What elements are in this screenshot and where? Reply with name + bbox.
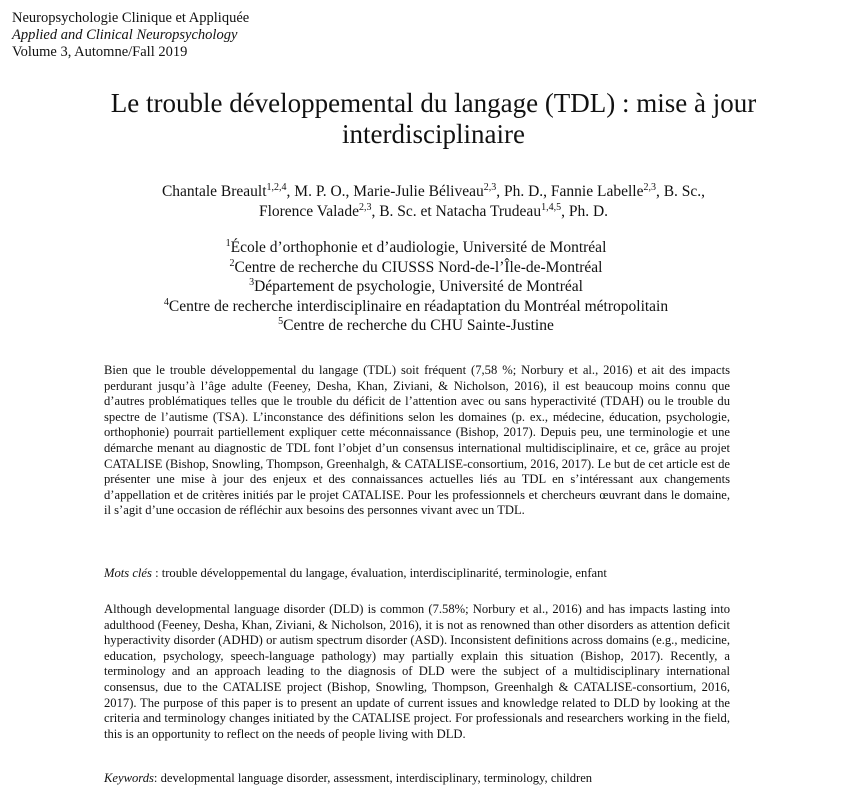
affiliation-item [0,316,832,336]
journal-name-fr: Neuropsychologie Clinique et Appliquée [12,10,250,26]
keywords-label: Mots clés [104,566,152,580]
paper-title [0,88,867,150]
affiliation-item [0,297,832,317]
author-name: Marie-Julie Béliveau [353,183,484,200]
affiliation-item [0,277,832,297]
author-degree: , B. Sc. et [371,203,436,220]
affiliation-text: Centre de recherche du CIUSSS Nord-de-l’Île-de-Montréal [234,258,603,276]
author-line-1 [0,182,867,202]
author-name: Florence Valade [258,203,359,220]
author-affiliation-sup: 1,4,5 [541,201,562,213]
affiliation-number: 2 [229,257,235,269]
affiliation-number: 3 [249,276,255,288]
author-name: Fannie Labelle [550,183,644,200]
abstract-english: Although developmental language disorder (DLD) is common (7.58%; Norbury et al., 2016) and has impacts lasting into adulthood (Feeney, Desha, Khan, Ziviani, & Nicholson, 2016), it is not as renowned than other disorders as attention deficit hyperactivity disorder (ADHD) or autism spectrum disorder (ASD). Inconsistent definitions across domains (e.g., medicine, education, psychology, speech-language pathology) may partially explain this situation (Bishop, 2017). Recently, a terminology and an approach leading to the diagnosis of DLD were the subject of a multidisciplinary international consensus, due to the CATALISE project (Bishop, Snowling, Thompson, Greenhalgh & CATALISE-consortium, 2016, 2017). The purpose of this paper is to present an update of current issues and knowledge related to DLD by looking at the criteria and terminology changes initiated by the CATALISE project. For professionals and researchers working in the field, this is an opportunity to reflect on the needs of people living with DLD. [104,602,730,741]
author-degree: , M. P. O., [286,183,354,200]
affiliation-text: Centre de recherche interdisciplinaire en réadaptation du Montréal métropolitain [168,297,669,315]
journal-name-en: Applied and Clinical Neuropsychology [12,27,238,43]
abstract-french: Bien que le trouble développemental du langage (TDL) soit fréquent (7,58 %; Norbury et al., 2016) et ait des impacts perdurant jusqu’à l’âge adulte (Feeney, Desha, Khan, Ziviani, & Nicholson, 2016), il est beaucoup moins connu que d’autres problématiques telles que le trouble du déficit de l’attention avec ou sans hyperactivité (TDAH) ou le trouble du spectre de l’autisme (TSA). L’inconstance des définitions selon les domaines (p. ex., médecine, éducation, psychologie, orthophonie) pourrait partiellement expliquer cette méconnaissance (Bishop, 2017). Depuis peu, une terminologie et une démarche menant au diagnostic de TDL font l’objet d’un consensus international multidisciplinaire, et ce, grâce au projet CATALISE (Bishop, Snowling, Thompson, Greenhalgh, & CATALISE-consortium, 2016, 2017). Le but de cet article est de présenter une mise à jour des enjeux et des connaissances actuelles liés au TDL en s’intéressant aux changements d’appellation et de critères initiés par le projet CATALISE. Pour les professionnels et chercheurs œuvrant dans le domaine, il s’agit d’une occasion de réfléchir aux besoins des personnes vivant avec un TDL. [104,363,730,518]
title-line-2: interdisciplinaire [342,119,525,149]
keywords-text: : trouble développemental du langage, évaluation, interdisciplinarité, terminologie, enfant [151,566,607,580]
affiliation-text: Département de psychologie, Université de Montréal [254,278,583,295]
author-affiliation-sup: 2,3 [483,181,497,193]
affiliation-list [0,238,832,336]
affiliation-text: Centre de recherche du CHU Sainte-Justine [283,317,554,334]
journal-volume: Volume 3, Automne/Fall 2019 [12,44,188,60]
author-degree: , Ph. D. [561,203,609,220]
keywords-english [104,771,730,787]
author-affiliation-sup: 1,2,4 [266,181,287,193]
affiliation-number: 1 [225,237,231,249]
author-degree: , Ph. D., [496,183,551,200]
author-list [0,182,867,222]
author-line-2 [0,202,867,222]
author-degree: , B. Sc., [655,183,706,200]
keywords-text: : developmental language disorder, assessment, interdisciplinary, terminology, children [153,771,593,785]
keywords-french [104,566,730,582]
affiliation-text: École d’orthophonie et d’audiologie, Université de Montréal [230,239,607,256]
title-line-1: Le trouble développemental du langage (TDL) : mise à jour [110,88,757,118]
author-affiliation-sup: 2,3 [358,201,372,213]
author-name: Chantale Breault [161,183,267,200]
affiliation-item [0,238,832,258]
journal-header [12,10,249,61]
author-name: Natacha Trudeau [435,203,542,220]
affiliation-number: 4 [163,296,169,308]
affiliation-number: 5 [278,315,284,327]
affiliation-item [0,258,832,278]
keywords-label: Keywords [104,771,154,785]
author-affiliation-sup: 2,3 [643,181,656,193]
